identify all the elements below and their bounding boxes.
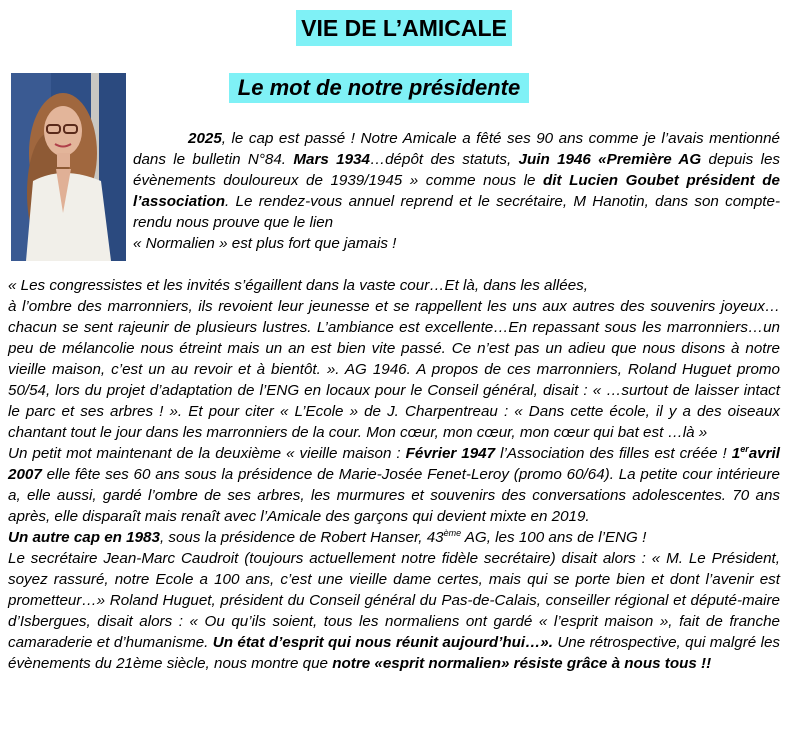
p4-bold-1: Un autre cap en 1983 [8,529,160,546]
intro-line-normalien: « Normalien » est plus fort que jamais ! [133,235,397,252]
p3-bold-1: Février 1947 [405,445,496,462]
intro-bold-4: dit Lucien Goubet président de l’association [133,172,780,210]
p3-text-3: elle fête ses 60 ans sous la présidence de Marie-Josée Fenet-Leroy (promo 60/64). La petite cour intérieure a, elle aussi, gardé l’ombre de ses arbres, les murmures et souvenirs des conversations adolescentes. 70 ans après, elle disparaît mais renaît avec l’Amicale des garçons qui devient mixte en 2019. [8,466,780,525]
p4-text-2: AG, les 100 ans de l’ENG ! [461,529,647,546]
paragraph-5 [8,548,780,674]
p5-bold-1: Un état d’esprit qui nous réunit aujourd’hui…». [212,634,553,651]
intro-year: 2025 [188,130,222,147]
p3-text-1: Un petit mot maintenant de la deuxième « vieille maison : [8,445,406,462]
intro-bold-3: Juin 1946 «Première AG [518,151,702,168]
intro-text-3: depuis les évènements douloureux de 1939/1945 » comme nous le [133,151,781,189]
p4-text-1: , sous la présidence de Robert Hanser, 43 [159,529,444,546]
portrait-photo-icon [11,73,126,261]
paragraph-3 [8,443,780,527]
body-main [8,275,780,674]
p5-bold-2: notre «esprit normalien» résiste grâce à nous tous !! [332,655,712,672]
p5-text-2: Une rétrospective, qui malgré les évènements du 21ème siècle, nous montre que [8,634,780,672]
intro-paragraph [133,128,780,254]
intro-text-4: . Le rendez-vous annuel reprend et le secrétaire, M Hanotin, dans son compte-rendu nous prouve que le lien [133,193,780,231]
p3-date-rest: avril 2007 [8,445,780,483]
portrait-photo [11,73,126,261]
p3-date-sup: er [740,443,749,454]
quote-1: « Les congressistes et les invités s’égaillent dans la vaste cour…Et là, dans les allées, [8,277,588,294]
intro-bold-2: Mars 1934 [293,151,370,168]
article-title: Le mot de notre présidente [229,73,529,103]
intro-text-1: , le cap est passé ! Notre Amicale a fêté ses 90 ans comme je l’avais mentionné dans le bulletin N°84. [133,130,780,168]
paragraph-2: à l’ombre des marronniers, ils revoient leur jeunesse et se rappellent les uns aux autres des souvenirs joyeux…chacun se sent rajeunir de plusieurs lustres. L’ambiance est excellente…En repassant sous les marronniers…un peu de mélancolie nous étreint mais un an est bien vite passé. Ce n’est pas un adieu que nous disons à notre vieille maison, c’est un au revoir et à bientôt. ». AG 1946. A propos de ces marronniers, Roland Huguet promo 50/54, lors du projet d’adaptation de l’ENG en locaux pour le Conseil général, disait : « …surtout de laisser intact le parc et ses arbres ! ». Et pour citer « L’Ecole » de J. Charpentreau : « Dans cette école, il y a des oiseaux chantant tout le jour dans les marronniers de la cour. Mon cœur, mon cœur, mon cœur qui bat est …là » [8,298,780,441]
p5-text-1: Le secrétaire Jean-Marc Caudroit (toujours actuellement notre fidèle secrétaire) disait alors : « M. Le Président, soyez rassuré, notre Ecole a 100 ans, c’est une vieille dame certes, mais qui se porte bien et dont l’avenir est prometteur…» Roland Huguet, président du Conseil général du Pas-de-Calais, conseiller régional et député-maire d’Isbergues, disait alors : « Ou qu’ils soient, tous les normaliens ont gardé « l’esprit maison », fait de franche camaraderie et d’humanisme. [8,550,780,651]
p4-sup: ème [443,527,462,538]
p3-date-day: 1 [731,445,741,462]
p3-text-2: l’Association des filles est créée ! [495,445,727,462]
intro-text-2: …dépôt des statuts, [369,151,519,168]
paragraph-4 [8,527,780,548]
section-title: VIE DE L’AMICALE [296,10,512,46]
